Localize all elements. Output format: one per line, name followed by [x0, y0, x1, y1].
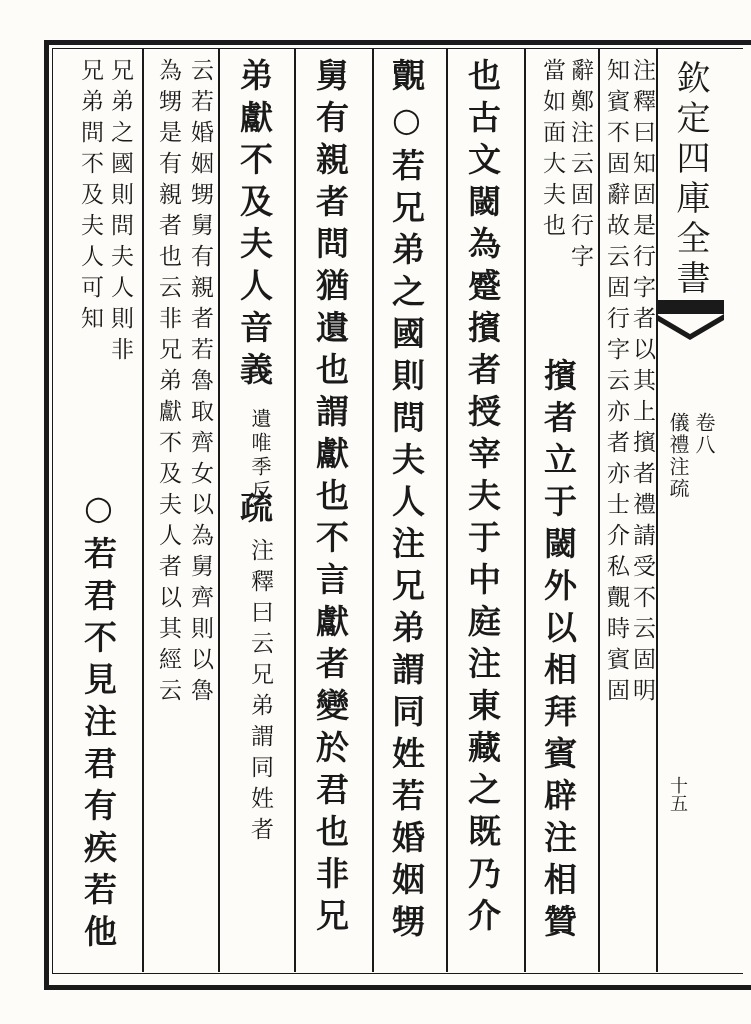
main-text-line: 舅有親者問猶遺也謂獻也不言獻者變於君也非兄: [311, 58, 350, 940]
commentary-line: 辭鄭注云固行字: [567, 58, 593, 275]
text-column-7: [146, 58, 216, 968]
commentary-line: 兄弟之國則問夫人則非: [107, 58, 133, 368]
commentary-line: 為甥是有親者也云非兄弟獻不及夫人者以其經云: [155, 58, 181, 709]
main-text-line: 覿○若兄弟之國則問夫人注兄弟謂同姓若婚姻甥: [387, 58, 426, 946]
text-column-2: [528, 58, 596, 968]
column-rule: [218, 49, 220, 972]
main-text-line: ○若君不見注君有疾若他: [79, 488, 118, 956]
text-column-8: [64, 58, 140, 968]
main-text-line: 弟獻不及夫人音義: [235, 58, 274, 394]
text-column-1: [602, 58, 654, 968]
commentary-line: 注釋曰知固是行字者以其上擯者禮請受不云固明: [629, 58, 655, 709]
pronunciation-note: 遺唯季反: [248, 408, 272, 504]
commentary-line: 云若婚姻甥舅有親者若魯取齊女以為舅齊則以魯: [187, 58, 213, 709]
commentary-line: 兄弟問不及夫人可知: [77, 58, 103, 337]
column-rule: [142, 49, 144, 972]
text-column-6: [222, 58, 292, 968]
commentary-line: 當如面大夫也: [539, 58, 565, 244]
main-text-line: 擯者立于閾外以相拜賓辟注相贊: [539, 358, 578, 946]
column-rule: [524, 49, 526, 972]
book-title: 欽定四庫全書: [670, 60, 710, 300]
commentary-marker: 疏: [235, 490, 274, 532]
fishtail-ornament: [656, 300, 724, 340]
column-rule: [372, 49, 374, 972]
volume-label: 卷八: [692, 412, 716, 456]
commentary-line: 注釋曰云兄弟謂同姓者: [247, 538, 273, 848]
column-rule: [446, 49, 448, 972]
commentary-line: 知賓不固辭故云固行字云亦者亦士介私覿時賓固: [603, 58, 629, 709]
page-number: 十五: [667, 776, 688, 812]
main-text-line: 也古文閾為蹙擯者授宰夫于中庭注東藏之既乃介: [463, 58, 502, 940]
column-rule: [294, 49, 296, 972]
volume-label-side: 儀禮注疏: [666, 412, 690, 500]
